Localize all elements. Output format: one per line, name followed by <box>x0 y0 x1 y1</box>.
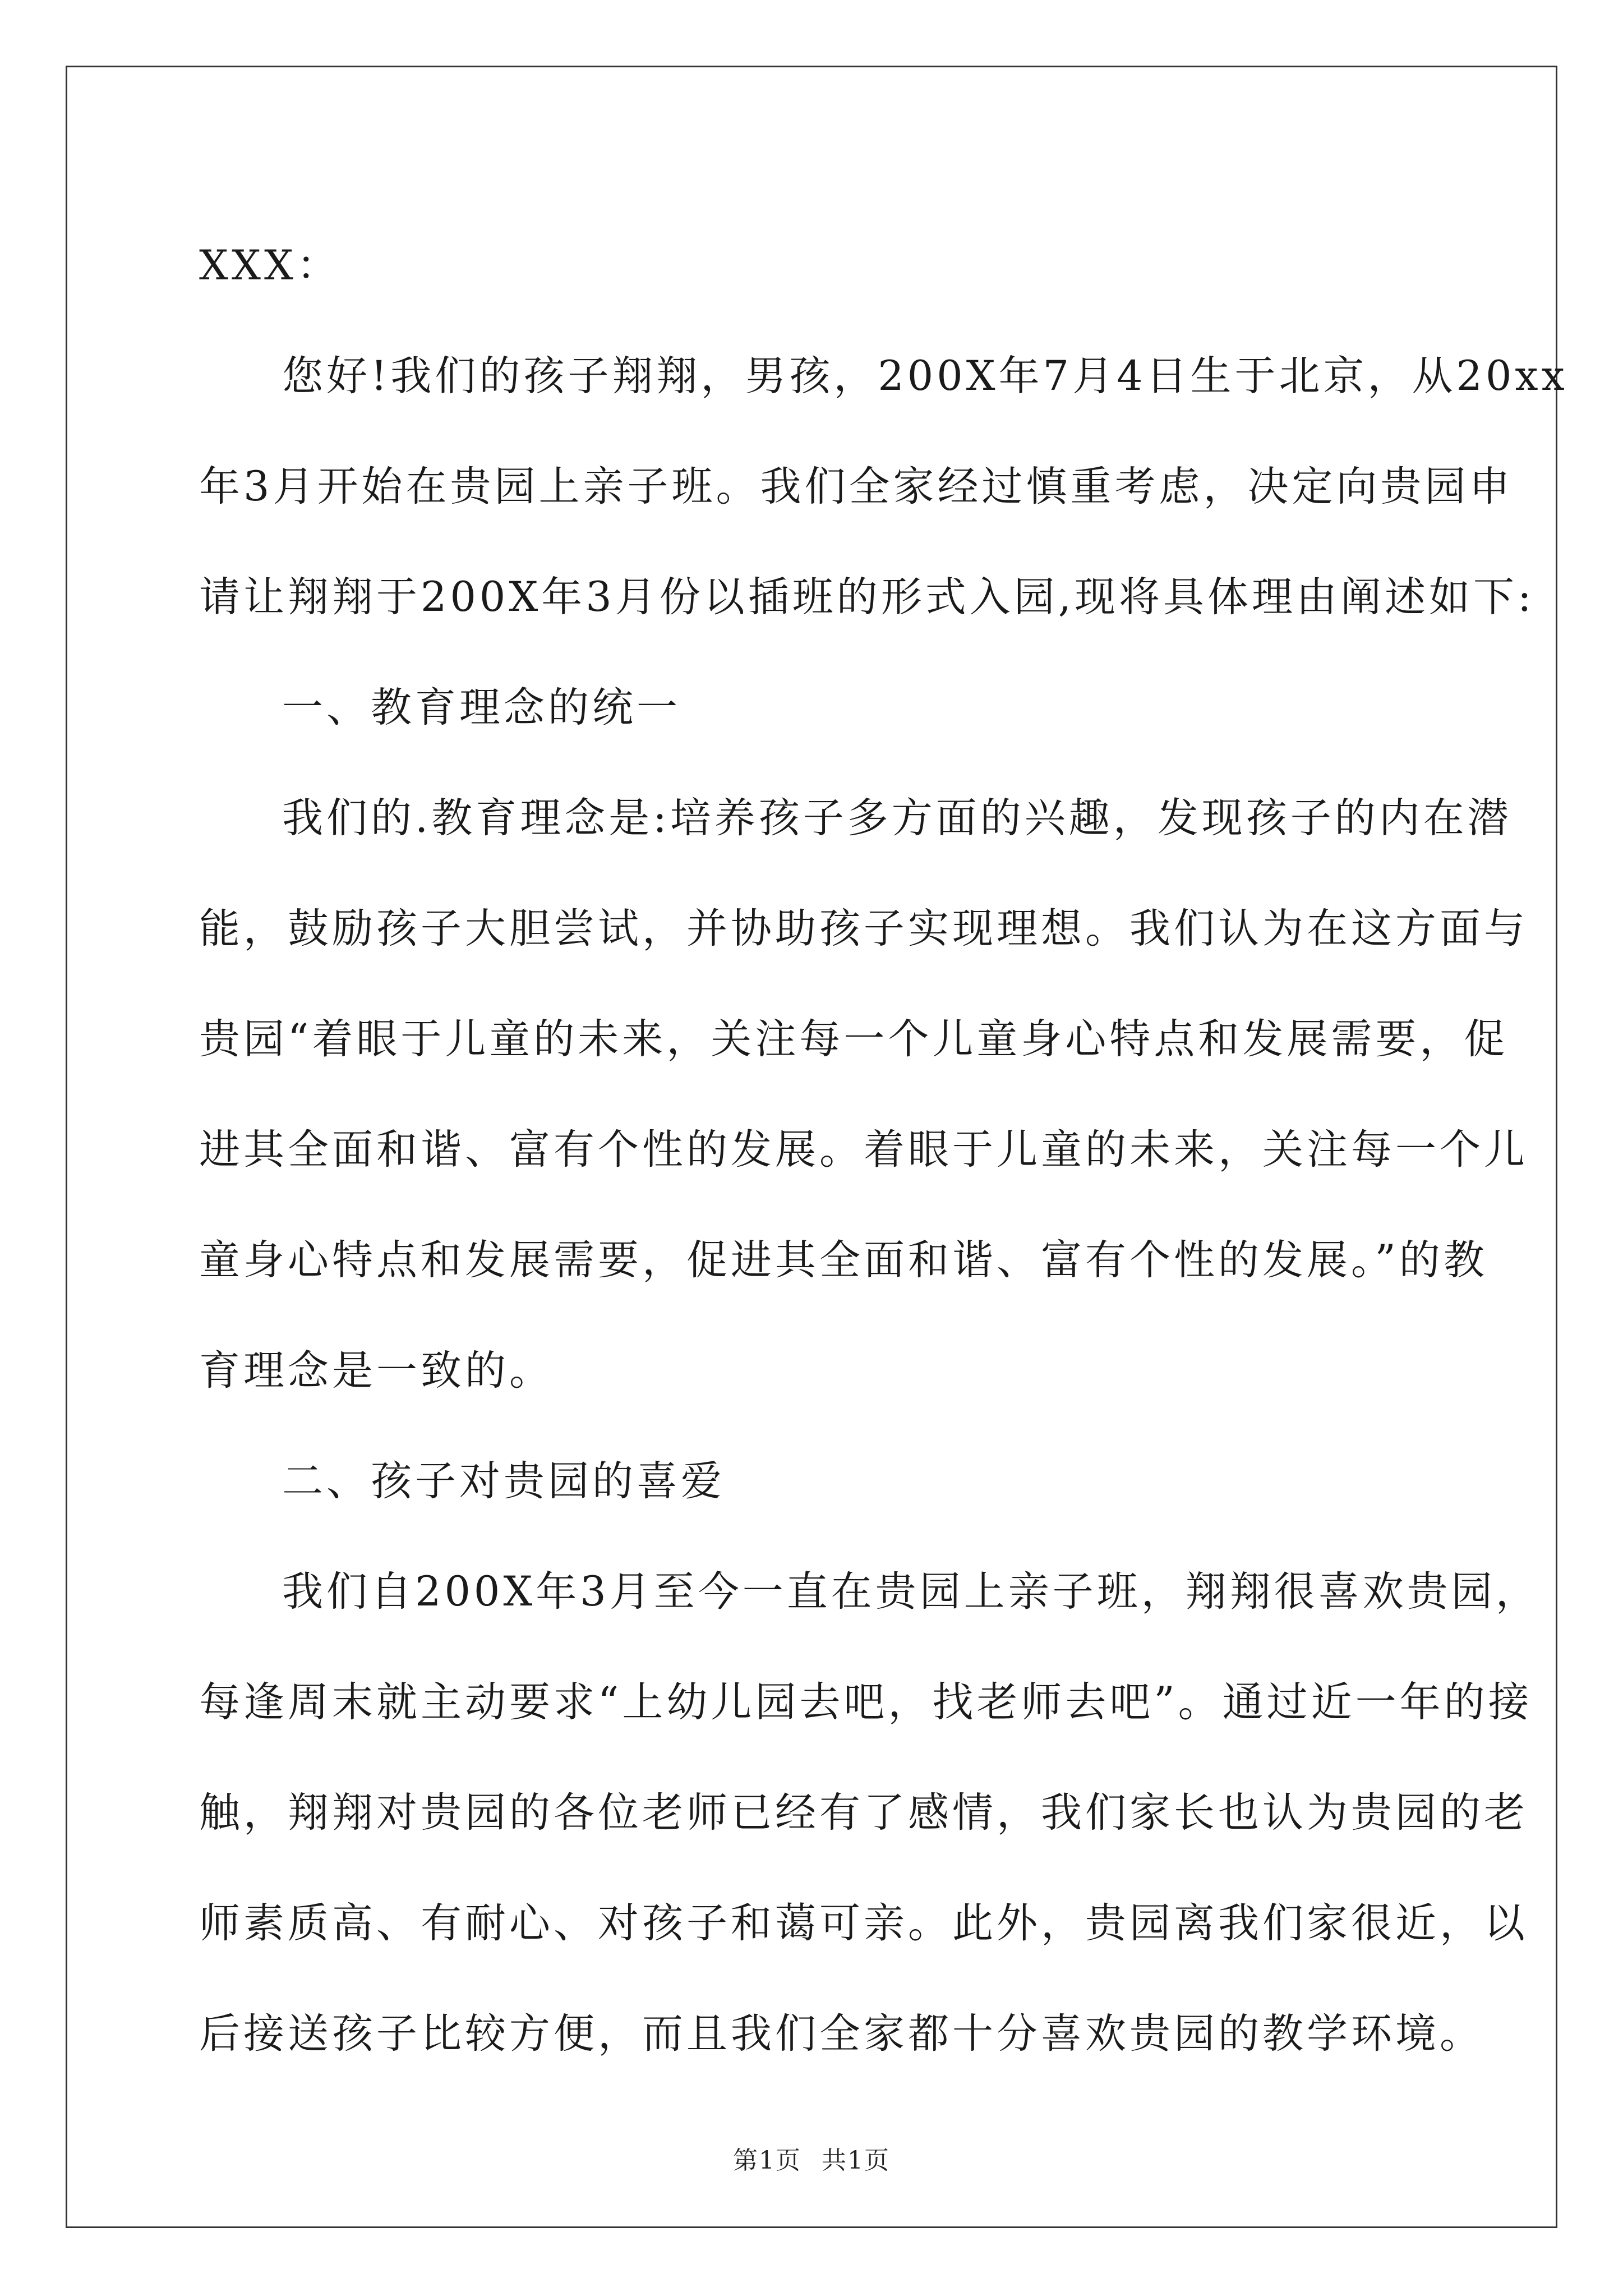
body-line: 童身心特点和发展需要，促进其全面和谐、富有个性的发展。”的教 <box>199 1236 1488 1284</box>
body-line: 年3月开始在贵园上亲子班。我们全家经过慎重考虑，决定向贵园申 <box>199 463 1514 510</box>
body-line: 您好!我们的孩子翔翔，男孩，200X年7月4日生于北京，从20xx <box>282 352 1568 400</box>
body-line: 贵园“着眼于儿童的未来，关注每一个儿童身心特点和发展需要，促 <box>199 1015 1509 1063</box>
body-line: 进其全面和谐、富有个性的发展。着眼于儿童的未来，关注每一个儿 <box>199 1126 1528 1174</box>
section-heading: 一、教育理念的统一 <box>282 684 681 731</box>
body-line: 育理念是一致的。 <box>199 1347 554 1395</box>
page-number: 第1页 <box>733 2146 801 2175</box>
body-line: 能，鼓励孩子大胆尝试，并协助孩子实现理想。我们认为在这方面与 <box>199 905 1528 953</box>
body-line: 请让翔翔于200X年3月份以插班的形式入园,现将具体理由阐述如下: <box>199 573 1535 621</box>
page-footer <box>0 2140 1623 2176</box>
body-line: 我们自200X年3月至今一直在贵园上亲子班，翔翔很喜欢贵园， <box>282 1568 1540 1616</box>
section-heading: 二、孩子对贵园的喜爱 <box>282 1457 725 1505</box>
letter-body <box>199 210 1430 321</box>
page-total: 共1页 <box>822 2146 890 2175</box>
body-line: 后接送孩子比较方便，而且我们全家都十分喜欢贵园的教学环境。 <box>199 2010 1484 2058</box>
body-line: 触，翔翔对贵园的各位老师已经有了感情，我们家长也认为贵园的老 <box>199 1789 1528 1837</box>
body-line: 每逢周末就主动要求“上幼儿园去吧，找老师去吧”。通过近一年的接 <box>199 1678 1533 1726</box>
body-line: 师素质高、有耐心、对孩子和蔼可亲。此外，贵园离我们家很近，以 <box>199 1899 1528 1947</box>
body-line: 我们的.教育理念是:培养孩子多方面的兴趣，发现孩子的内在潜 <box>282 794 1512 842</box>
letter-paragraphs <box>199 321 1568 2089</box>
salutation: XXX： <box>199 242 341 289</box>
